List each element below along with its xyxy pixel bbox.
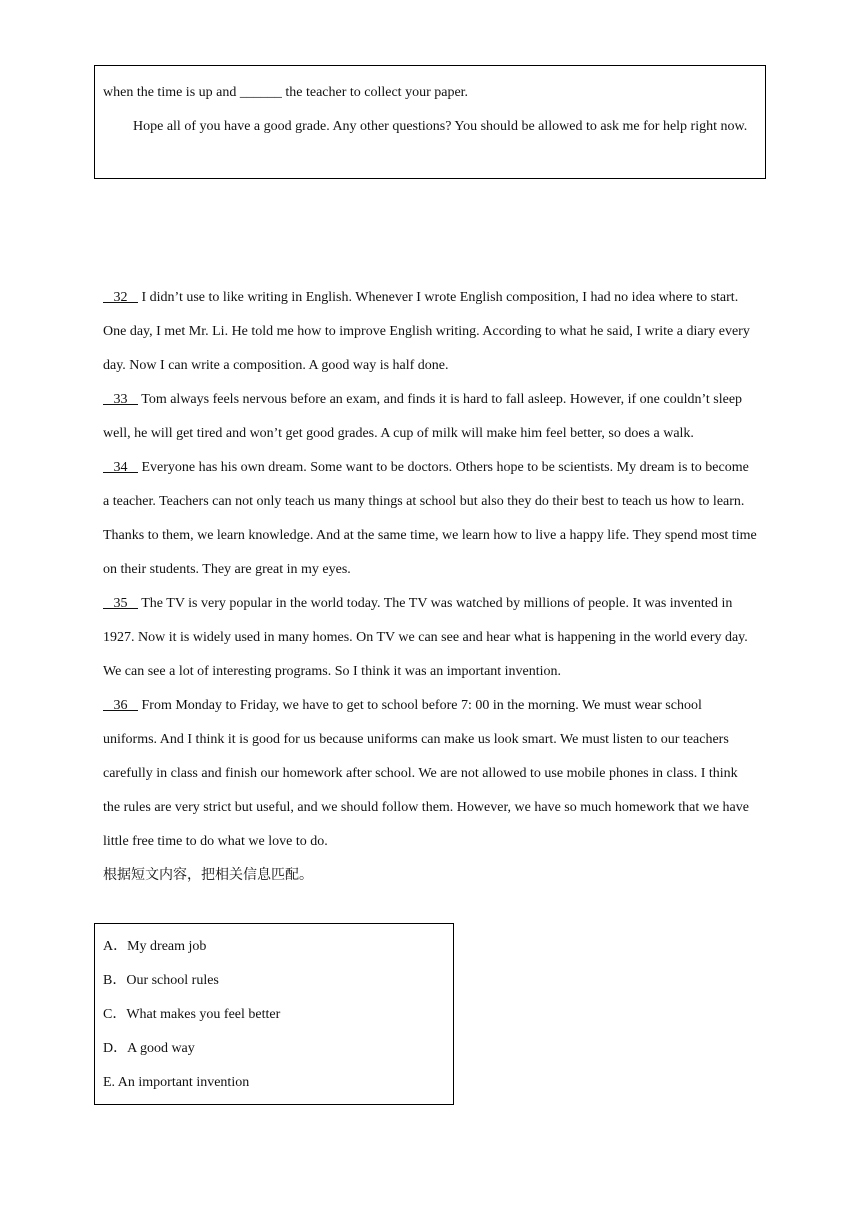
passage-text-32: I didn’t use to like writing in English. Whenever I wrote English composition, I had no idea where to start. One day, I met Mr. Li. He told me how to improve English writing. According to what he said, I write a diary every day. Now I can write a composition. A good way is half done. xyxy=(103,290,750,373)
top-box-line-2: Hope all of you have a good grade. Any other questions? You should be allowed to ask me for help right now. xyxy=(133,119,748,134)
question-number-33: 33 xyxy=(113,392,128,407)
question-number-34: 34 xyxy=(113,460,128,475)
option-c: C．What makes you feel better xyxy=(103,1007,281,1022)
passages-section xyxy=(103,281,758,893)
passage-35 xyxy=(103,587,758,689)
passage-32 xyxy=(103,281,758,383)
option-a: A．My dream job xyxy=(103,939,207,954)
passage-text-34: Everyone has his own dream. Some want to be doctors. Others hope to be scientists. My dream is to become a teacher. Teachers can not only teach us many things at school but also they do their best to teach us how to learn. Thanks to them, we learn knowledge. And at the same time, we learn how to live a happy life. They spend most time on their students. They are great in my eyes. xyxy=(103,460,757,577)
passage-36 xyxy=(103,689,758,859)
option-e: E. An important invention xyxy=(103,1075,250,1090)
option-d: D．A good way xyxy=(103,1041,195,1056)
passage-33 xyxy=(103,383,758,451)
passage-text-35: The TV is very popular in the world today. The TV was watched by millions of people. It was invented in 1927. Now it is widely used in many homes. On TV we can see and hear what is happening in the world every day. We can see a lot of interesting programs. So I think it was an important invention. xyxy=(103,596,748,679)
passage-text-36: From Monday to Friday, we have to get to school before 7: 00 in the morning. We must wear school uniforms. And I think it is good for us because uniforms can make us look smart. We must listen to our teachers carefully in class and finish our homework after school. We are not allowed to use mobile phones in class. I think the rules are very strict but useful, and we should follow them. However, we have so much homework that we have little free time to do what we love to do. xyxy=(103,698,749,849)
question-number-32: 32 xyxy=(113,290,128,305)
options-box xyxy=(94,923,454,1105)
passage-text-33: Tom always feels nervous before an exam, and finds it is hard to fall asleep. However, if one couldn’t sleep well, he will get tired and won’t get good grades. A cup of milk will make him feel better, so does a walk. xyxy=(103,392,743,441)
question-number-35: 35 xyxy=(113,596,128,611)
passage-34 xyxy=(103,451,758,587)
question-number-36: 36 xyxy=(113,698,128,713)
top-box-line-1: when the time is up and ______ the teacher to collect your paper. xyxy=(103,85,469,100)
option-b: B．Our school rules xyxy=(103,973,219,988)
matching-instruction: 根据短文内容，把相关信息匹配。 xyxy=(103,868,313,883)
passage-box-top xyxy=(94,65,766,179)
